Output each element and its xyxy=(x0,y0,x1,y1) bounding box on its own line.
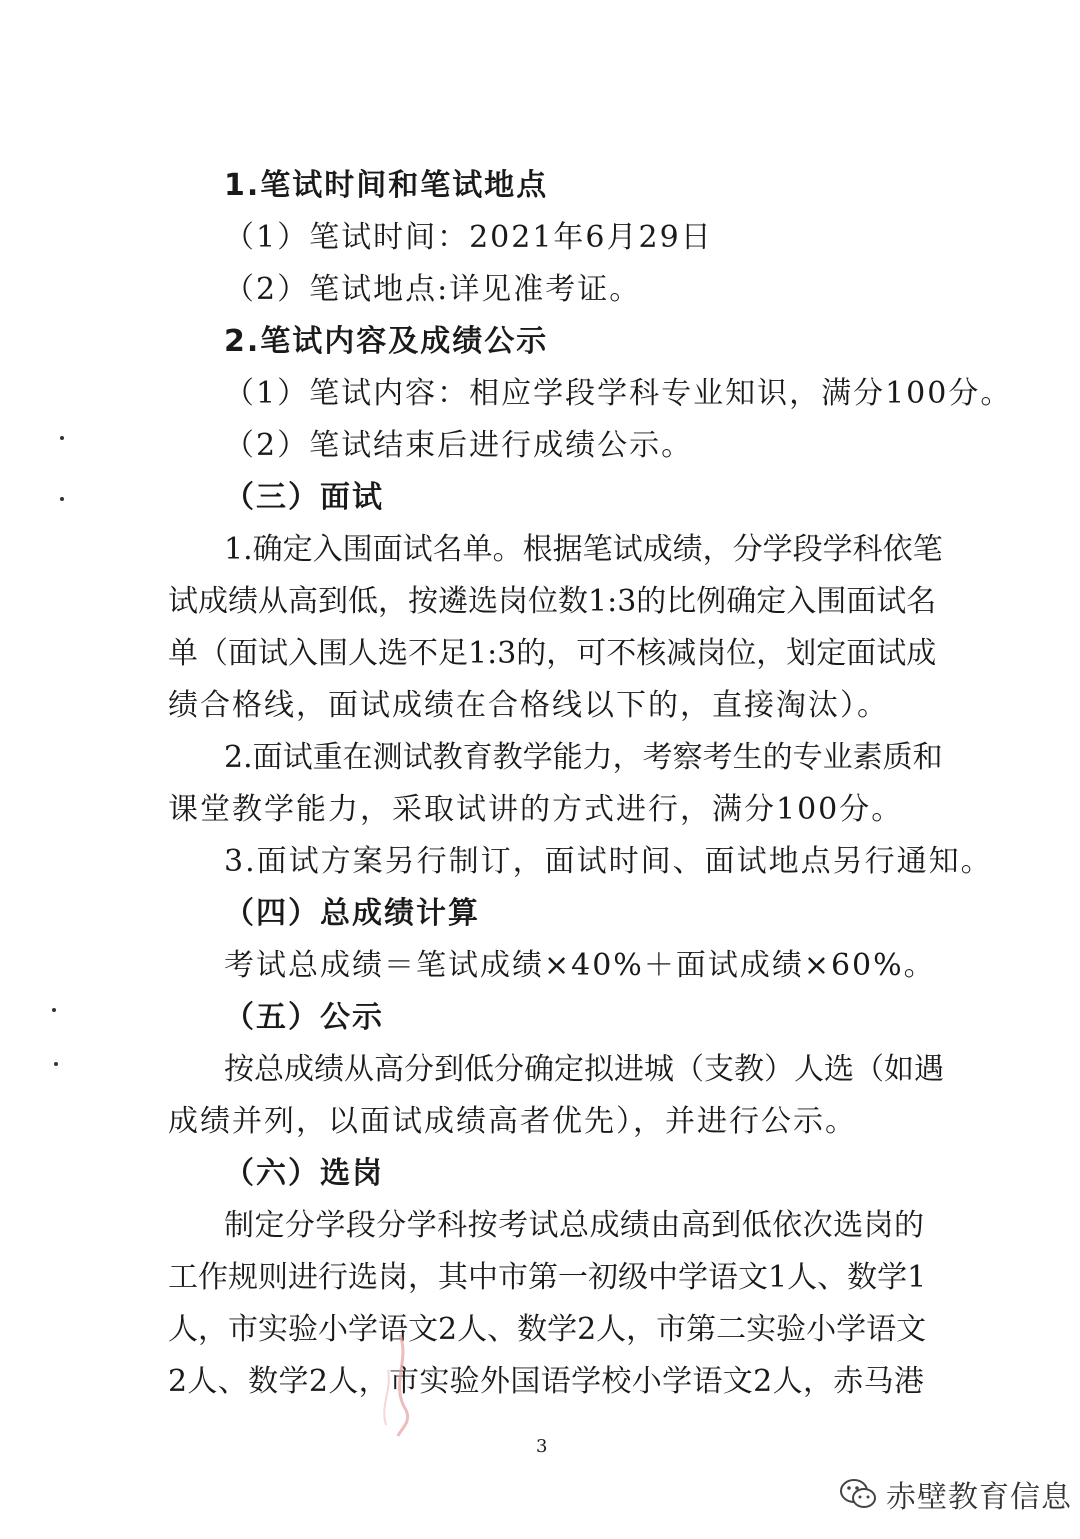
paragraph-line: 按总成绩从高分到低分确定拟进城（支教）人选（如遇 xyxy=(224,1052,944,1087)
paragraph-line: 绩合格线，面试成绩在合格线以下的，直接淘汰）。 xyxy=(168,688,889,723)
section-heading: （四）总成绩计算 xyxy=(224,896,480,931)
paragraph-line: 制定分学段分学科按考试总成绩由高到低依次选岗的 xyxy=(224,1208,924,1243)
wechat-icon xyxy=(838,1476,878,1512)
paragraph-line: 工作规则进行选岗，其中市第一初级中学语文1人、数学1 xyxy=(168,1260,927,1295)
scan-speck xyxy=(60,497,64,501)
paragraph-line: （1）笔试内容：相应学段学科专业知识，满分100分。 xyxy=(224,376,1013,411)
paragraph-line: 试成绩从高到低，按遴选岗位数1:3的比例确定入围面试名 xyxy=(168,584,937,619)
paragraph-line: 人，市实验小学语文2人、数学2人，市第二实验小学语文 xyxy=(168,1312,927,1347)
paragraph-line: （2）笔试结束后进行成绩公示。 xyxy=(224,428,694,463)
paragraph-line: 课堂教学能力，采取试讲的方式进行，满分100分。 xyxy=(168,792,904,827)
formula-line: 考试总成绩＝笔试成绩×40%＋面试成绩×60%。 xyxy=(224,948,936,983)
section-heading: （五）公示 xyxy=(224,1000,384,1035)
watermark-text: 赤壁教育信息 xyxy=(886,1480,1072,1515)
page-number: 3 xyxy=(536,1436,548,1457)
watermark xyxy=(838,1472,1072,1516)
section-heading: （六）选岗 xyxy=(224,1156,384,1191)
scan-speck xyxy=(60,436,64,440)
paragraph-line: 成绩并列，以面试成绩高者优先），并进行公示。 xyxy=(168,1104,857,1139)
red-stamp-trace xyxy=(370,1330,430,1440)
paragraph-line: 1.确定入围面试名单。根据笔试成绩，分学段学科依笔 xyxy=(224,532,943,567)
scan-speck xyxy=(52,1008,56,1012)
section-heading: 1.笔试时间和笔试地点 xyxy=(224,168,549,203)
paragraph-line: （1）笔试时间：2021年6月29日 xyxy=(224,220,713,255)
paragraph-line: 3.面试方案另行制订，面试时间、面试地点另行通知。 xyxy=(224,844,993,879)
section-heading: 2.笔试内容及成绩公示 xyxy=(224,324,549,359)
paragraph-line: （2）笔试地点:详见准考证。 xyxy=(224,272,642,307)
section-heading: （三）面试 xyxy=(224,480,384,515)
paragraph-line: 单（面试入围人选不足1:3的，可不核减岗位，划定面试成 xyxy=(168,636,937,671)
scan-speck xyxy=(54,1062,58,1066)
paragraph-line: 2.面试重在测试教育教学能力，考察考生的专业素质和 xyxy=(224,740,943,775)
paragraph-line: 2人、数学2人，市实验外国语学校小学语文2人，赤马港 xyxy=(168,1364,924,1399)
